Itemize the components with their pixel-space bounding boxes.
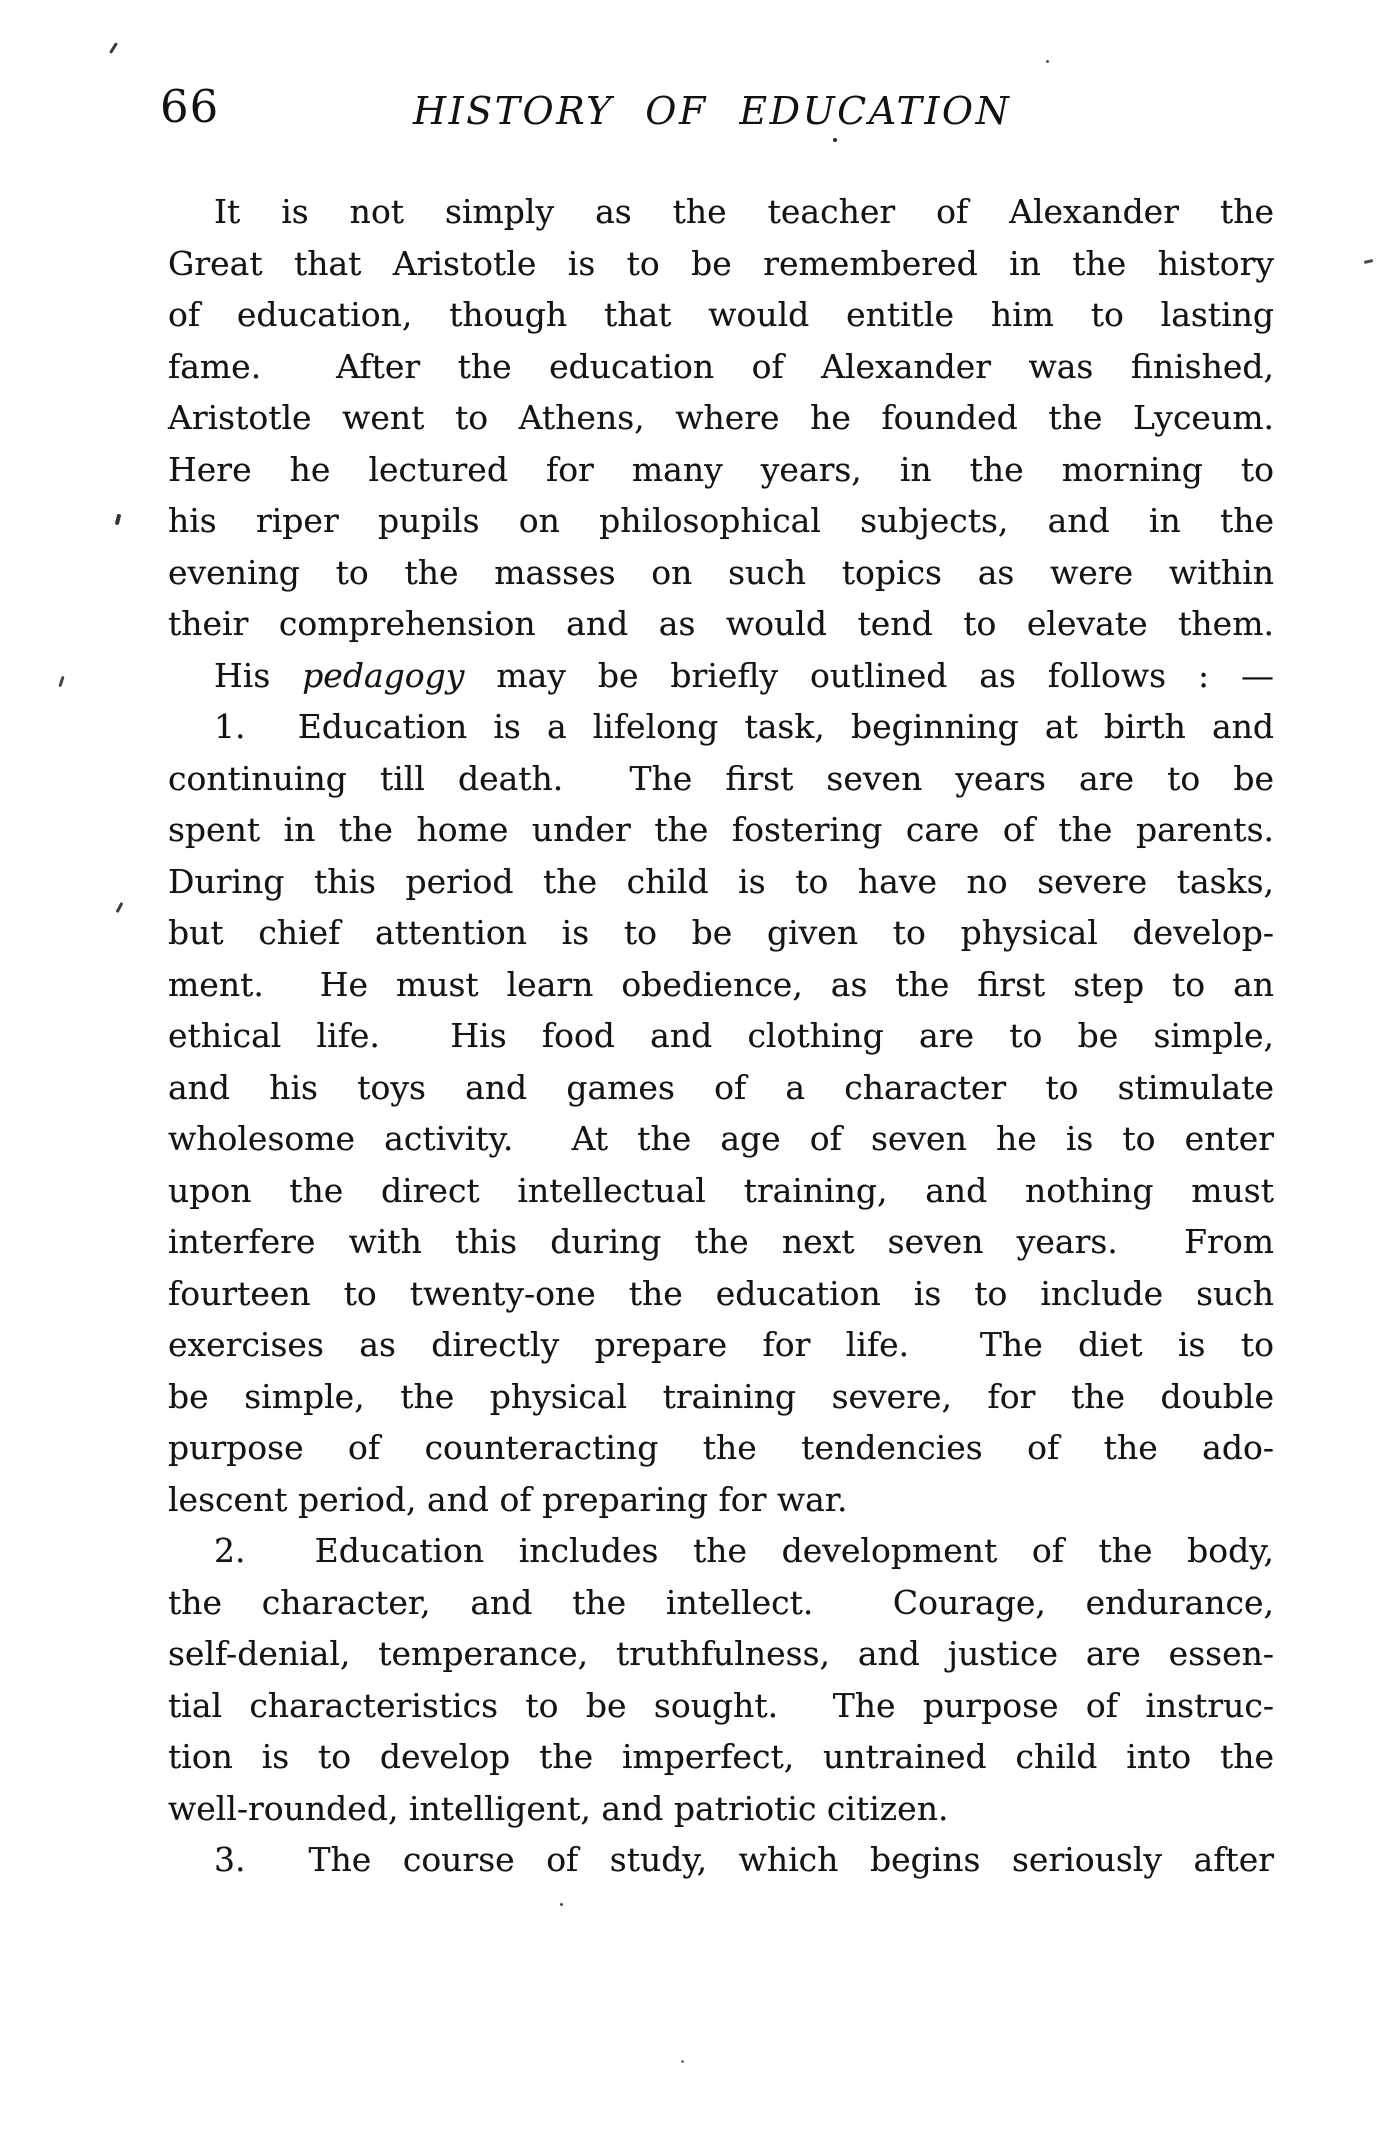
text-segment: ment. He must learn obedience, as the first step to an	[168, 964, 1274, 1004]
text-line	[168, 753, 1274, 805]
text-segment: spent in the home under the fostering care of the parents.	[168, 810, 1274, 849]
scan-speck	[1046, 60, 1049, 63]
text-line	[168, 856, 1274, 908]
text-line	[168, 1834, 1274, 1886]
text-segment: interfere with this during the next seven years. From	[168, 1222, 1274, 1261]
text-segment: 1. Education is a lifelong task, beginning at birth and	[214, 707, 1274, 746]
text-segment: exercises as directly prepare for life. The diet is to	[168, 1325, 1274, 1364]
text-line	[168, 598, 1274, 650]
text-segment: 3. The course of study, which begins seriously after	[214, 1840, 1274, 1879]
text-segment: well-rounded, intelligent, and patriotic citizen.	[168, 1788, 949, 1828]
text-line	[168, 547, 1274, 599]
text-line	[168, 650, 1274, 702]
scan-speck	[560, 1903, 563, 1906]
text-segment: but chief attention is to be given to physical develop-	[168, 913, 1274, 952]
text-line	[168, 959, 1274, 1011]
text-line	[168, 1216, 1274, 1268]
text-segment: It is not simply as the teacher of Alexander the	[214, 192, 1274, 231]
text-segment: may be briefly outlined as follows : —	[464, 655, 1274, 695]
text-line	[168, 1371, 1274, 1423]
text-line	[168, 289, 1274, 341]
text-segment: His	[214, 655, 303, 695]
text-segment: be simple, the physical training severe, for the double	[168, 1376, 1274, 1416]
text-line	[168, 1628, 1274, 1680]
text-segment: Great that Aristotle is to be remembered in the history	[168, 243, 1274, 283]
scan-speck	[116, 902, 124, 913]
text-line	[168, 495, 1274, 547]
italic-text: pedagogy	[302, 655, 465, 695]
text-segment: upon the direct intellectual training, and nothing must	[168, 1170, 1274, 1210]
text-line	[168, 804, 1274, 856]
text-line	[168, 186, 1274, 238]
text-segment: ethical life. His food and clothing are to be simple,	[168, 1016, 1274, 1055]
text-line	[168, 1062, 1274, 1114]
text-segment: Here he lectured for many years, in the morning to	[168, 449, 1274, 489]
text-line	[168, 1319, 1274, 1371]
running-title: HISTORY OF EDUCATION	[413, 89, 1012, 133]
text-segment: fourteen to twenty-one the education is to include such	[168, 1273, 1274, 1313]
text-segment: wholesome activity. At the age of seven he is to enter	[168, 1119, 1274, 1158]
page-number: 66	[160, 80, 220, 133]
text-line	[168, 1268, 1274, 1320]
text-line	[168, 1525, 1274, 1577]
text-line	[168, 907, 1274, 959]
page-body-text	[168, 186, 1274, 1886]
text-segment: Aristotle went to Athens, where he founded the Lyceum.	[168, 398, 1274, 437]
text-line	[168, 1474, 1274, 1526]
text-line	[168, 1113, 1274, 1165]
text-segment: his riper pupils on philosophical subjects, and in the	[168, 501, 1274, 540]
text-line	[168, 1165, 1274, 1217]
text-line	[168, 238, 1274, 290]
text-segment: self-denial, temperance, truthfulness, and justice are essen-	[168, 1634, 1274, 1673]
text-line	[168, 1577, 1274, 1629]
text-segment: and his toys and games of a character to stimulate	[168, 1067, 1274, 1107]
text-segment: continuing till death. The first seven years are to be	[168, 758, 1274, 798]
text-segment: of education, though that would entitle him to lasting	[168, 295, 1274, 334]
text-segment: evening to the masses on such topics as were within	[168, 552, 1274, 592]
text-line	[168, 1783, 1274, 1835]
text-line	[168, 444, 1274, 496]
scan-speck	[833, 138, 837, 142]
text-line	[168, 1731, 1274, 1783]
text-segment: their comprehension and as would tend to elevate them.	[168, 604, 1274, 643]
text-line	[168, 1680, 1274, 1732]
text-segment: tial characteristics to be sought. The purpose of instruc-	[168, 1685, 1274, 1725]
text-segment: lescent period, and of preparing for war.	[168, 1479, 848, 1519]
scan-speck	[1364, 259, 1373, 264]
text-segment: During this period the child is to have no severe tasks,	[168, 861, 1274, 901]
page-header	[0, 0, 1377, 150]
text-line	[168, 392, 1274, 444]
text-line	[168, 1422, 1274, 1474]
scan-speck	[115, 514, 122, 526]
scan-speck	[681, 2060, 684, 2063]
text-segment: purpose of counteracting the tendencies of the ado-	[168, 1428, 1274, 1467]
text-segment: tion is to develop the imperfect, untrained child into the	[168, 1737, 1274, 1776]
text-line	[168, 701, 1274, 753]
scan-speck	[58, 676, 64, 687]
text-segment: fame. After the education of Alexander was finished,	[168, 346, 1274, 386]
text-line	[168, 1010, 1274, 1062]
text-line	[168, 341, 1274, 393]
text-segment: the character, and the intellect. Courage, endurance,	[168, 1582, 1274, 1622]
text-segment: 2. Education includes the development of the body,	[214, 1531, 1274, 1570]
